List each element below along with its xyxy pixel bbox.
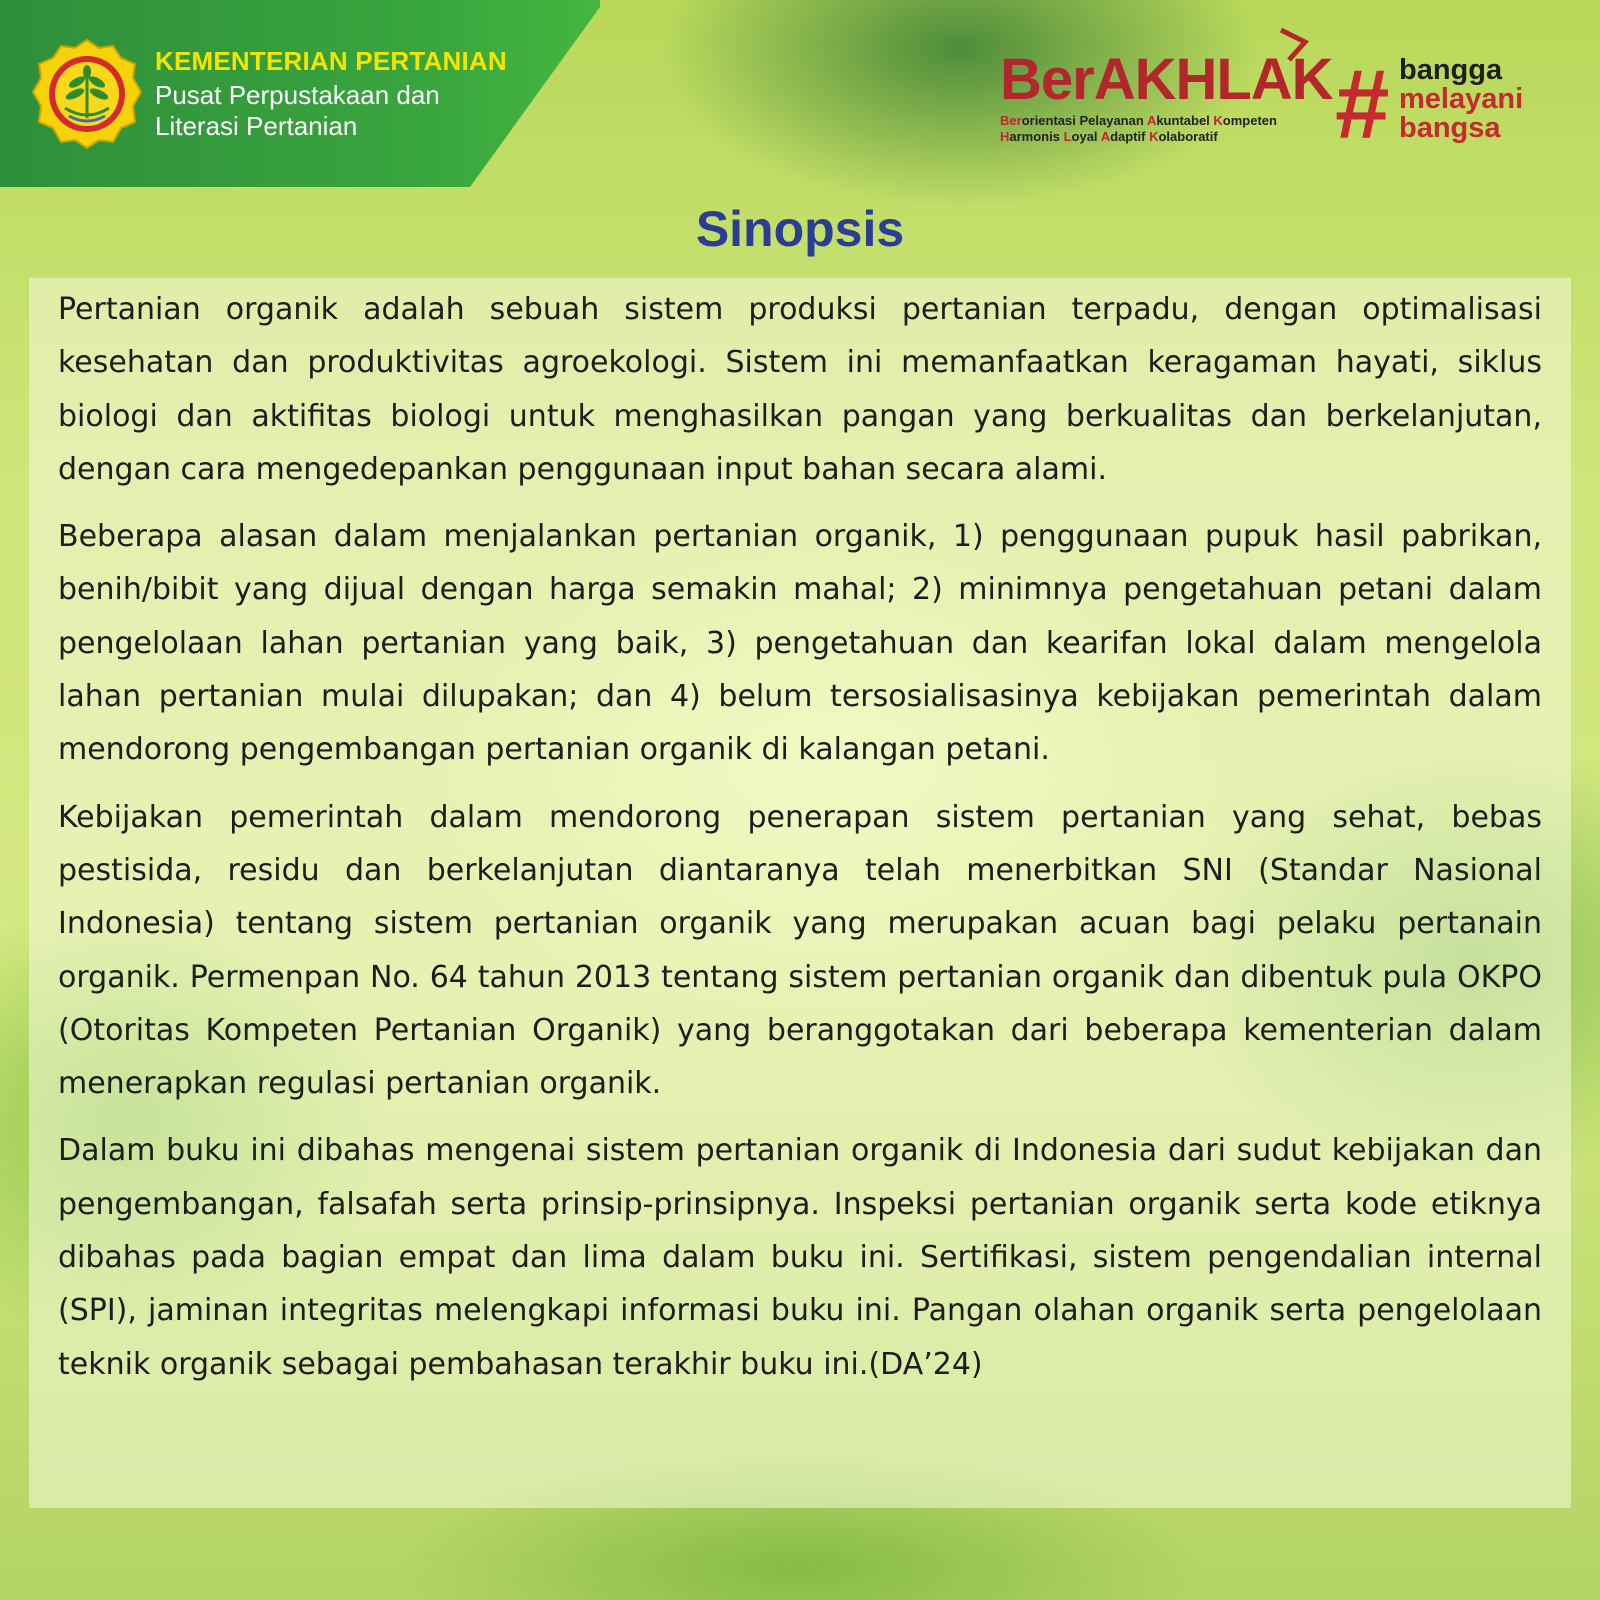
synopsis-paragraph-4: Dalam buku ini dibahas mengenai sistem pertanian organik di Indonesia dari sudut kebijakan dan pengembangan, falsafah serta prinsip-prinsipnya. Inspeksi pertanian organik serta kode etiknya dibahas pada bagian empat dan lima dalam buku ini. Sertifikasi, sistem pengendalian internal (SPI), jaminan integritas melengkapi informasi buku ini. Pangan olahan organik serta pengelolaan teknik organik sebagai pembahasan terakhir buku ini.(DA’24)	[58, 1133, 1542, 1382]
page-title: Sinopsis	[695, 201, 905, 257]
synopsis-paragraph-1: Pertanian organik adalah sebuah sistem produksi pertanian terpadu, dengan optimalisasi kesehatan dan produktivitas agroekologi. Sistem ini memanfaatkan keragaman hayati, siklus biologi dan aktifitas biologi untuk menghasilkan pangan yang berkualitas dan berkelanjutan, dengan cara mengedepankan penggunaan input bahan secara alami.	[58, 292, 1542, 487]
tagline-fragment: armonis	[1009, 129, 1064, 144]
synopsis-body	[58, 283, 1542, 1405]
berakhlak-tagline	[1000, 113, 1277, 145]
berakhlak-logo	[1000, 22, 1333, 152]
tagline-fragment: K	[1149, 129, 1159, 144]
org-subtitle-line1: Pusat Perpustakaan dan	[155, 80, 440, 110]
org-subtitle-line2: Literasi Pertanian	[155, 111, 358, 141]
tagline-fragment: A	[1146, 113, 1157, 128]
bangsa-word: bangsa	[1399, 112, 1501, 144]
org-subtitle	[155, 80, 440, 142]
tagline-fragment: oyal	[1071, 129, 1101, 144]
org-name: KEMENTERIAN PERTANIAN	[155, 46, 507, 76]
berakhlak-wordmark: BerAKHLAK	[1000, 47, 1333, 112]
tagline-fragment: olaboratif	[1158, 129, 1218, 144]
bangga-melayani-bangsa-logo	[1335, 49, 1555, 159]
kementan-emblem-icon	[31, 38, 143, 150]
synopsis-paragraph-3: Kebijakan pemerintah dalam mendorong penerapan sistem pertanian yang sehat, bebas pestisida, residu dan berkelanjutan diantaranya telah menerbitkan SNI (Standar Nasional Indonesia) tentang sistem pertanian organik yang merupakan acuan bagi pelaku pertanain organik. Permenpan No. 64 tahun 2013 tentang sistem pertanian organik dan dibentuk pula OKPO (Otoritas Kompeten Pertanian Organik) yang beranggotakan dari beberapa kementerian dalam menerapkan regulasi pertanian organik.	[58, 799, 1542, 1102]
berakhlak-tagline-line2	[1000, 129, 1277, 145]
bangga-words	[1399, 56, 1523, 143]
tagline-fragment: K	[1213, 113, 1223, 128]
tagline-fragment: Ber	[1000, 113, 1022, 128]
tagline-fragment: orientasi Pelayanan	[1021, 113, 1147, 128]
berakhlak-tagline-line1	[1000, 113, 1277, 129]
tagline-fragment: A	[1100, 129, 1111, 144]
tagline-fragment: ompeten	[1222, 113, 1277, 128]
tagline-fragment: kuntabel	[1156, 113, 1214, 128]
bangga-word: bangga	[1399, 54, 1503, 86]
synopsis-paragraph-2: Beberapa alasan dalam menjalankan pertanian organik, 1) penggunaan pupuk hasil pabrikan, benih/bibit yang dijual dengan harga semakin mahal; 2) minimnya pengetahuan petani dalam pengelolaan lahan pertanian yang baik, 3) pengetahuan dan kearifan lokal dalam mengelola lahan pertanian mulai dilupakan; dan 4) belum tersosialisasinya kebijakan pemerintah dalam mendorong pengembangan pertanian organik di kalangan petani.	[58, 519, 1542, 768]
melayani-word: melayani	[1399, 83, 1524, 115]
tagline-fragment: L	[1063, 129, 1072, 144]
hashtag-glyph: #	[1335, 49, 1390, 159]
tagline-fragment: H	[1000, 129, 1010, 144]
tagline-fragment: daptif	[1110, 129, 1150, 144]
